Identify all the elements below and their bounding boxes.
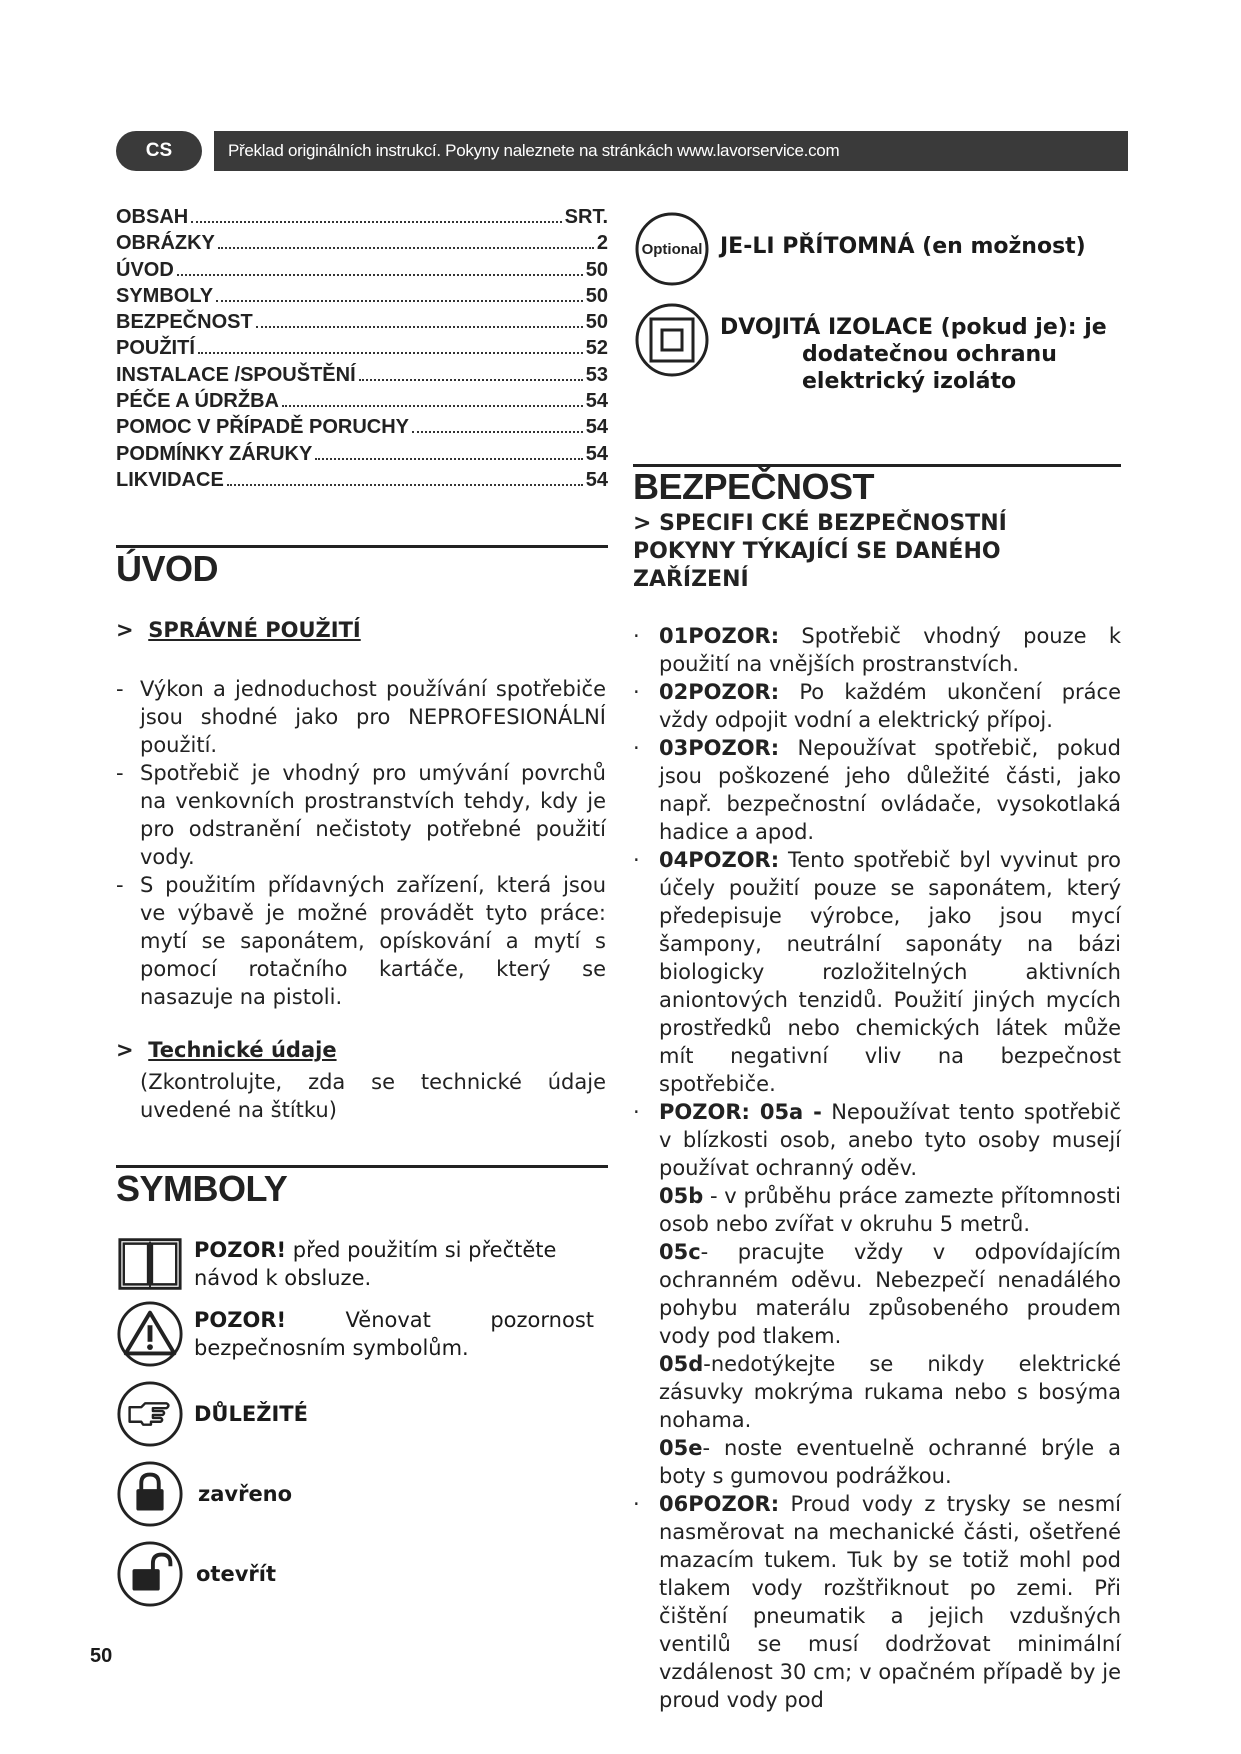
toc-row[interactable]: ÚVOD 50 [116,258,608,281]
list-item: 05c- pracujte vždy v odpovídajícím ochranném oděvu. Nebezpečí nenadálého pohybu materálu způsobeného proudem vody pod tlakem. [659,1240,1121,1348]
list-item: - Spotřebič je vhodný pro umývání povrchů na venkovních prostranstvích tehdy, kdy je pro odstranění nečistoty potřebné použití vody. [116,761,606,869]
lock-closed-icon [116,1460,184,1528]
proper-use-heading: > SPRÁVNÉ POUŽITÍ [116,618,361,642]
warning-triangle-icon [116,1300,184,1368]
symbol-text: POZOR! před použitím si přečtěte návod k obsluze. [194,1238,557,1290]
list-item: · 03POZOR: Nepoužívat spotřebič, pokud jsou poškozené jeho důležité části, jako např. bezpečnostní ovládače, vysokotlaká hadice a apod. [633,736,1121,844]
list-item: 05d-nedotýkejte se nikdy elektrické zásuvky mokrýma rukama nebo s bosýma nohama. [659,1352,1121,1432]
safety-list [633,622,1121,1714]
toc-row[interactable]: SYMBOLY 50 [116,284,608,307]
section-title-uvod: ÚVOD [116,548,219,589]
optional-icon [634,211,710,287]
safety-subtitle: > SPECIFI CKÉ BEZPEČNOSTNÍ POKYNY TÝKAJÍCÍ SE DANÉHO ZAŘÍZENÍ [633,511,1007,592]
toc-row[interactable]: OBRÁZKY 2 [116,232,608,255]
toc-row[interactable]: OBSAH SRT. [116,206,608,228]
list-item: 05b - v průběhu práce zamezte přítomnosti osob nebo zvířat v okruhu 5 metrů. [659,1184,1121,1236]
symbol-text: POZOR! Věnovat pozornost bezpečnosním symbolům. [194,1308,594,1360]
toc-row[interactable]: POUŽITÍ 52 [116,337,608,360]
symbol-row [116,1230,606,1298]
toc-row[interactable]: BEZPEČNOST 50 [116,311,608,334]
pointing-hand-icon [116,1380,184,1448]
double-insulation-icon [634,302,710,378]
toc-row[interactable]: POMOC V PŘÍPADĚ PORUCHY 54 [116,416,608,439]
symbol-row [116,1460,606,1528]
list-item: · 04POZOR: Tento spotřebič byl vyvinut pro účely použití pouze se saponátem, který předepisuje výrobce, jako jsou mycí šampony, neutrální saponáty na bázi biologicky rozložitelných aktivních aniontových tenzidů. Použití jiných mycích prostředků nebo chemických látek může mít negativní vliv na bezpečnost spotřebiče. [633,848,1121,1096]
symbol-text: otevřít [196,1562,276,1586]
section-title-bezpecnost: BEZPEČNOST [633,466,875,507]
manual-book-icon [116,1230,184,1298]
proper-use-list [116,675,606,1011]
symbol-text: DŮLEŽITÉ [194,1402,308,1426]
double-insulation-text: DVOJITÁ IZOLACE (pokud je): je dodatečnou ochranu elektrický izoláto [720,315,1107,394]
header-notice [214,131,1128,171]
language-badge: CS [116,131,202,171]
tech-data-text: (Zkontrolujte, zda se technické údaje uvedené na štítku) [140,1070,606,1122]
svg-text:Optional: Optional [641,241,703,258]
section-title-symboly: SYMBOLY [116,1168,288,1209]
toc-row[interactable]: PODMÍNKY ZÁRUKY 54 [116,442,608,465]
page-number: 50 [90,1645,113,1667]
symbol-row [116,1540,606,1608]
toc-row[interactable]: LIKVIDACE 54 [116,468,608,491]
symbol-row [116,1300,606,1368]
tech-data-heading: > Technické údaje [116,1038,337,1062]
list-item: · 02POZOR: Po každém ukončení práce vždy odpojit vodní a elektrický přípoj. [633,680,1121,732]
list-item: · 01POZOR: Spotřebič vhodný pouze k použití na vnějších prostranstvích. [633,624,1121,676]
toc-row[interactable]: INSTALACE /SPOUŠTĚNÍ 53 [116,363,608,386]
list-item: 05e- noste eventuelně ochranné brýle a boty s gumovou podrážkou. [659,1436,1121,1488]
list-item: - S použitím přídavných zařízení, která jsou ve výbavě je možné provádět tyto práce: mytí se saponátem, opískování a mytí s pomocí rotačního kartáče, který se nasazuje na pistoli. [116,873,606,1009]
optional-text: JE-LI PŘÍTOMNÁ (en možnost) [720,234,1086,259]
lock-open-icon [116,1540,184,1608]
header-notice-text: Překlad originálních instrukcí. Pokyny naleznete na stránkách www.lavorservice.com [228,141,840,160]
list-item: · POZOR: 05a - Nepoužívat tento spotřebič v blízkosti osob, anebo tyto osoby musejí používat ochranný oděv. [633,1100,1122,1180]
list-item: - Výkon a jednoduchost používání spotřebiče jsou shodné jako pro NEPROFESIONÁLNÍ použití. [116,677,606,757]
toc-row[interactable]: PÉČE A ÚDRŽBA 54 [116,390,608,413]
list-item: · 06POZOR: Proud vody z trysky se nesmí nasměrovat na mechanické části, ošetřené mazacím tukem. Tuk by se totiž mohl pod tlakem vody rozštřiknout po zemi. Při čištění pneumatik a jejich vzdušných ventilů se musí dodržovat minimální vzdálenost 30 cm; v opačném případě by je proud vody pod [633,1492,1121,1712]
symbol-text: zavřeno [198,1482,293,1506]
symbol-row [116,1380,606,1448]
table-of-contents [116,206,608,495]
